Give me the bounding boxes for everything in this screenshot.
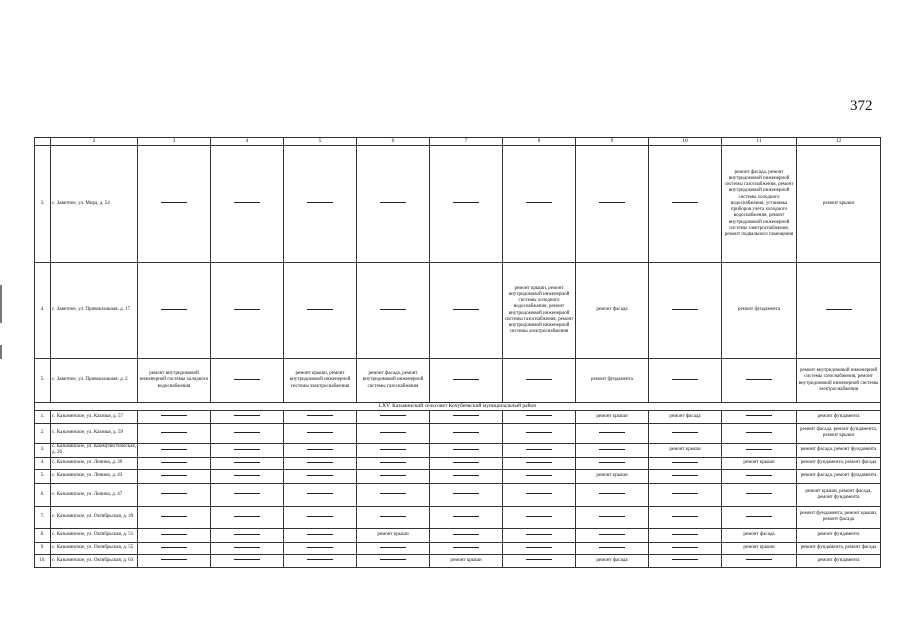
table-cell — [284, 263, 357, 359]
table-cell — [211, 554, 284, 567]
row-address: с. Казьминское, ул. Казачья, д. 59 — [51, 423, 138, 443]
table-cell — [430, 359, 503, 403]
table-cell — [357, 506, 430, 528]
table-cell — [503, 359, 576, 403]
table-cell: ремонт фасада — [722, 528, 797, 542]
dash-mark — [234, 309, 260, 310]
row-number: 10. — [35, 554, 51, 567]
row-address: с. Казьминское, ул. Октябрьская, д. 55 — [51, 542, 138, 554]
table-cell — [138, 423, 211, 443]
table-cell — [649, 469, 722, 483]
table-cell — [138, 506, 211, 528]
table-cell: ремонт фундамента — [797, 410, 881, 423]
table-cell — [649, 528, 722, 542]
dash-mark — [599, 432, 625, 433]
dash-mark — [672, 493, 698, 494]
table-cell — [722, 506, 797, 528]
table-cell: ремонт фундамента — [797, 554, 881, 567]
table-cell: ремонт крыши — [722, 457, 797, 469]
column-header: 3 — [138, 138, 211, 146]
dash-mark — [672, 309, 698, 310]
dash-mark — [234, 493, 260, 494]
table-cell — [430, 423, 503, 443]
table-cell — [138, 554, 211, 567]
dash-mark — [307, 415, 333, 416]
scan-edge-mark — [0, 345, 2, 359]
row-address: с. Казьминское, ул. Ленина, д. 47 — [51, 483, 138, 506]
table-cell — [503, 483, 576, 506]
dash-mark — [307, 475, 333, 476]
row-number: 4. — [35, 457, 51, 469]
table-cell: ремонт фасада — [649, 410, 722, 423]
table-cell — [576, 423, 649, 443]
dash-mark — [453, 534, 479, 535]
row-number: 1. — [35, 410, 51, 423]
table-cell: ремонт фундамента, ремонт крыши, ремонт фасада — [797, 506, 881, 528]
table-row — [35, 506, 881, 528]
table-cell — [284, 146, 357, 263]
column-header: 7 — [430, 138, 503, 146]
dash-mark — [307, 432, 333, 433]
table-cell: ремонт крыши — [797, 146, 881, 263]
table-cell — [211, 146, 284, 263]
table-cell — [576, 483, 649, 506]
dash-mark — [234, 534, 260, 535]
table-cell — [211, 423, 284, 443]
table-cell — [211, 483, 284, 506]
table-cell — [649, 423, 722, 443]
table-cell — [503, 443, 576, 457]
dash-mark — [307, 559, 333, 560]
table-cell — [503, 542, 576, 554]
column-header: 8 — [503, 138, 576, 146]
table-cell — [722, 554, 797, 567]
table-cell — [357, 443, 430, 457]
dash-mark — [672, 379, 698, 380]
dash-mark — [161, 493, 187, 494]
dash-mark — [526, 379, 552, 380]
dash-mark — [746, 432, 772, 433]
table-cell — [430, 263, 503, 359]
dash-mark — [234, 475, 260, 476]
dash-mark — [380, 415, 406, 416]
table-cell: ремонт фундамента — [797, 528, 881, 542]
dash-mark — [672, 534, 698, 535]
table-cell — [211, 410, 284, 423]
table-cell — [284, 483, 357, 506]
table-cell — [357, 146, 430, 263]
dash-mark — [161, 415, 187, 416]
dash-mark — [526, 202, 552, 203]
column-header: 5 — [284, 138, 357, 146]
table-cell: ремонт крыши — [576, 410, 649, 423]
dash-mark — [307, 309, 333, 310]
dash-mark — [526, 516, 552, 517]
table-cell — [284, 542, 357, 554]
page-number: 372 — [850, 98, 873, 114]
row-address: с. Казьминское, ул. Казачья, д. 57 — [51, 410, 138, 423]
table-cell — [503, 554, 576, 567]
row-number: 9. — [35, 542, 51, 554]
dash-mark — [453, 309, 479, 310]
dash-mark — [380, 547, 406, 548]
dash-mark — [161, 449, 187, 450]
dash-mark — [307, 534, 333, 535]
dash-mark — [234, 559, 260, 560]
row-number: 5. — [35, 359, 51, 403]
dash-mark — [380, 516, 406, 517]
table-cell — [284, 410, 357, 423]
table-row — [35, 359, 881, 403]
dash-mark — [161, 559, 187, 560]
table-cell — [576, 542, 649, 554]
row-number: 3. — [35, 146, 51, 263]
dash-mark — [453, 475, 479, 476]
dash-mark — [672, 516, 698, 517]
table-cell: ремонт крыши — [649, 443, 722, 457]
table-row — [35, 542, 881, 554]
table-row — [35, 554, 881, 567]
table-cell: ремонт фундамента, ремонт фасада — [797, 542, 881, 554]
dash-mark — [307, 493, 333, 494]
table-cell: ремонт фасада, ремонт фундамента, ремонт крыши — [797, 423, 881, 443]
dash-mark — [746, 516, 772, 517]
column-header: 10 — [649, 138, 722, 146]
table-cell — [503, 410, 576, 423]
dash-mark — [161, 462, 187, 463]
table-cell — [211, 528, 284, 542]
table-cell — [576, 457, 649, 469]
column-header: 6 — [357, 138, 430, 146]
dash-mark — [672, 202, 698, 203]
dash-mark — [453, 202, 479, 203]
table-row — [35, 469, 881, 483]
table-cell: ремонт крыши — [357, 528, 430, 542]
row-address: с. Казьминское, ул. Октябрьская, д. 51 — [51, 528, 138, 542]
dash-mark — [161, 432, 187, 433]
row-address: с. Казьминское, ул. Коммунистическая, д. 26 — [52, 444, 136, 456]
table-cell — [649, 457, 722, 469]
table-cell — [357, 457, 430, 469]
row-number: 6. — [35, 483, 51, 506]
dash-mark — [161, 547, 187, 548]
table-cell — [138, 263, 211, 359]
table-cell: ремонт крыши — [576, 469, 649, 483]
column-header-row — [35, 138, 881, 146]
table-cell — [138, 483, 211, 506]
dash-mark — [526, 415, 552, 416]
table-cell — [576, 506, 649, 528]
dash-mark — [526, 432, 552, 433]
dash-mark — [746, 493, 772, 494]
row-number: 5. — [35, 469, 51, 483]
dash-mark — [307, 516, 333, 517]
row-address: с. Заветное, ул. Мира, д. 54 — [51, 146, 138, 263]
table-row — [35, 146, 881, 263]
dash-mark — [526, 559, 552, 560]
dash-mark — [453, 379, 479, 380]
table-row — [35, 528, 881, 542]
dash-mark — [672, 462, 698, 463]
dash-mark — [746, 379, 772, 380]
table-cell — [430, 146, 503, 263]
dash-mark — [526, 475, 552, 476]
dash-mark — [380, 493, 406, 494]
dash-mark — [526, 462, 552, 463]
table-cell — [722, 359, 797, 403]
dash-mark — [672, 475, 698, 476]
table-row — [35, 483, 881, 506]
dash-mark — [826, 309, 852, 310]
table-cell: ремонт фундамента — [576, 359, 649, 403]
table-cell — [357, 469, 430, 483]
table-cell — [357, 423, 430, 443]
table-cell — [284, 554, 357, 567]
dash-mark — [161, 534, 187, 535]
table-cell: ремонт крыши — [722, 542, 797, 554]
dash-mark — [234, 547, 260, 548]
table-cell — [211, 443, 284, 457]
dash-mark — [307, 449, 333, 450]
dash-mark — [672, 559, 698, 560]
dash-mark — [453, 432, 479, 433]
table-cell — [284, 469, 357, 483]
table-cell — [138, 469, 211, 483]
table-cell — [138, 542, 211, 554]
table-cell — [576, 443, 649, 457]
table-cell — [211, 506, 284, 528]
table-cell — [211, 457, 284, 469]
dash-mark — [526, 547, 552, 548]
dash-mark — [234, 432, 260, 433]
table-cell — [576, 146, 649, 263]
table-cell — [430, 457, 503, 469]
dash-mark — [746, 475, 772, 476]
scan-edge-mark — [0, 285, 2, 323]
table-cell — [138, 146, 211, 263]
row-number: 7. — [35, 506, 51, 528]
table-cell — [649, 146, 722, 263]
dash-mark — [599, 202, 625, 203]
table-cell — [357, 263, 430, 359]
dash-mark — [380, 559, 406, 560]
table-cell — [430, 506, 503, 528]
row-address: с. Казьминское, ул. Ленина, д. 43 — [51, 469, 138, 483]
dash-mark — [307, 202, 333, 203]
table-cell — [138, 457, 211, 469]
row-number: 3. — [35, 443, 51, 457]
table-cell — [211, 263, 284, 359]
table-cell — [430, 483, 503, 506]
table-cell: ремонт крыши, ремонт внутридомовой инженерной системы электроснабжения — [284, 359, 357, 403]
table-row — [35, 410, 881, 423]
section-title: LXV. Казьминский сельсовет Кочубеевский муниципальный район — [35, 403, 881, 411]
row-number: 4. — [35, 263, 51, 359]
dash-mark — [161, 309, 187, 310]
dash-mark — [380, 475, 406, 476]
dash-mark — [746, 415, 772, 416]
row-address: с. Казьминское, ул. Октябрьская, д. 49 — [51, 506, 138, 528]
table-row — [35, 443, 881, 457]
table-cell — [211, 469, 284, 483]
table-cell — [357, 554, 430, 567]
row-number: 8. — [35, 528, 51, 542]
column-header — [35, 138, 51, 146]
dash-mark — [599, 534, 625, 535]
dash-mark — [672, 432, 698, 433]
dash-mark — [599, 516, 625, 517]
dash-mark — [599, 449, 625, 450]
table-cell — [357, 542, 430, 554]
table-cell — [211, 359, 284, 403]
dash-mark — [599, 462, 625, 463]
column-header: 9 — [576, 138, 649, 146]
table-cell — [284, 528, 357, 542]
table-cell: ремонт фасада — [576, 554, 649, 567]
table-cell — [722, 443, 797, 457]
table-cell — [722, 410, 797, 423]
table-cell — [649, 263, 722, 359]
dash-mark — [453, 516, 479, 517]
dash-mark — [746, 559, 772, 560]
table-cell — [138, 410, 211, 423]
row-address: с. Казьминское, ул. Октябрьская, д. 63 — [51, 554, 138, 567]
table-cell: ремонт внутридомовой инженерной системы холодного водоснабжения — [138, 359, 211, 403]
row-address: с. Казьминское, ул. Ленина, д. 39 — [51, 457, 138, 469]
dash-mark — [526, 493, 552, 494]
table-cell — [503, 506, 576, 528]
repair-schedule-table — [34, 137, 881, 568]
dash-mark — [453, 462, 479, 463]
dash-mark — [161, 475, 187, 476]
table-cell — [138, 443, 211, 457]
table-cell — [430, 542, 503, 554]
row-address: с. Заветное, ул. Привокзальная, д. 17 — [51, 263, 138, 359]
dash-mark — [234, 449, 260, 450]
dash-mark — [161, 516, 187, 517]
dash-mark — [307, 547, 333, 548]
table-cell — [649, 483, 722, 506]
table-row — [35, 423, 881, 443]
dash-mark — [234, 379, 260, 380]
table-cell — [357, 410, 430, 423]
table-cell: ремонт фундамента, ремонт фасада — [797, 457, 881, 469]
column-header: 12 — [797, 138, 881, 146]
table-cell — [503, 423, 576, 443]
table-cell — [649, 359, 722, 403]
table-cell — [503, 528, 576, 542]
table-cell: ремонт крыши, ремонт внутридомовой инженерной системы холодного водоснабжения, ремонт внутридомовой инженерной системы газоснабжения, ремонт внутридомовой инженерной системы электроснабжения — [503, 263, 576, 359]
table-cell — [284, 506, 357, 528]
column-header: 2 — [51, 138, 138, 146]
dash-mark — [234, 516, 260, 517]
table-cell — [284, 423, 357, 443]
table-cell — [649, 554, 722, 567]
row-number: 2. — [35, 423, 51, 443]
table-row — [35, 457, 881, 469]
table-cell — [649, 506, 722, 528]
dash-mark — [526, 534, 552, 535]
table-cell — [503, 146, 576, 263]
table-cell: ремонт крыши, ремонт фасада, ремонт фундамента — [797, 483, 881, 506]
table-row — [35, 263, 881, 359]
table-cell — [503, 469, 576, 483]
table-cell — [430, 410, 503, 423]
table-cell — [722, 423, 797, 443]
table-cell: ремонт фасада, ремонт внутридомовой инженерной системы газоснабжения, ремонт внутридомовой инженерной системы холодного водоснабжения, установка приборов учета холодного водоснабжения, ремонт внутридомовой инженерной системы электроснабжения, ремонт подвального помещения — [722, 146, 797, 263]
table-cell — [284, 443, 357, 457]
dash-mark — [453, 415, 479, 416]
table-cell — [503, 457, 576, 469]
table-cell: ремонт фасада — [576, 263, 649, 359]
section-row — [35, 403, 881, 411]
table-cell — [576, 528, 649, 542]
table-cell: ремонт фасада, ремонт фундамента — [797, 469, 881, 483]
table-cell — [722, 483, 797, 506]
dash-mark — [380, 449, 406, 450]
dash-mark — [380, 432, 406, 433]
table-cell — [211, 542, 284, 554]
dash-mark — [234, 415, 260, 416]
dash-mark — [161, 202, 187, 203]
row-address: с. Заветное, ул. Привокзальная, д. 2 — [51, 359, 138, 403]
dash-mark — [526, 449, 552, 450]
table-cell — [430, 469, 503, 483]
dash-mark — [453, 449, 479, 450]
table-cell: ремонт фасада, ремонт фундамента — [797, 443, 881, 457]
column-header: 11 — [722, 138, 797, 146]
table-cell: ремонт крыши — [430, 554, 503, 567]
table-cell — [357, 483, 430, 506]
dash-mark — [380, 462, 406, 463]
dash-mark — [453, 547, 479, 548]
table-cell — [138, 528, 211, 542]
column-header: 4 — [211, 138, 284, 146]
table-cell: ремонт внутридомовой инженерной системы газоснабжения, ремонт внутридомовой инженерной системы электроснабжения — [797, 359, 881, 403]
dash-mark — [599, 547, 625, 548]
dash-mark — [307, 462, 333, 463]
dash-mark — [599, 493, 625, 494]
table-cell — [430, 443, 503, 457]
dash-mark — [380, 309, 406, 310]
dash-mark — [746, 449, 772, 450]
table-cell — [430, 528, 503, 542]
dash-mark — [380, 202, 406, 203]
table-cell: ремонт фундамента — [722, 263, 797, 359]
table-cell — [722, 469, 797, 483]
table-cell — [284, 457, 357, 469]
table-cell — [797, 263, 881, 359]
table-cell — [649, 542, 722, 554]
dash-mark — [234, 202, 260, 203]
dash-mark — [234, 462, 260, 463]
dash-mark — [453, 493, 479, 494]
table-cell: ремонт фасада, ремонт внутридомовой инженерной системы газоснабжения — [357, 359, 430, 403]
dash-mark — [672, 547, 698, 548]
